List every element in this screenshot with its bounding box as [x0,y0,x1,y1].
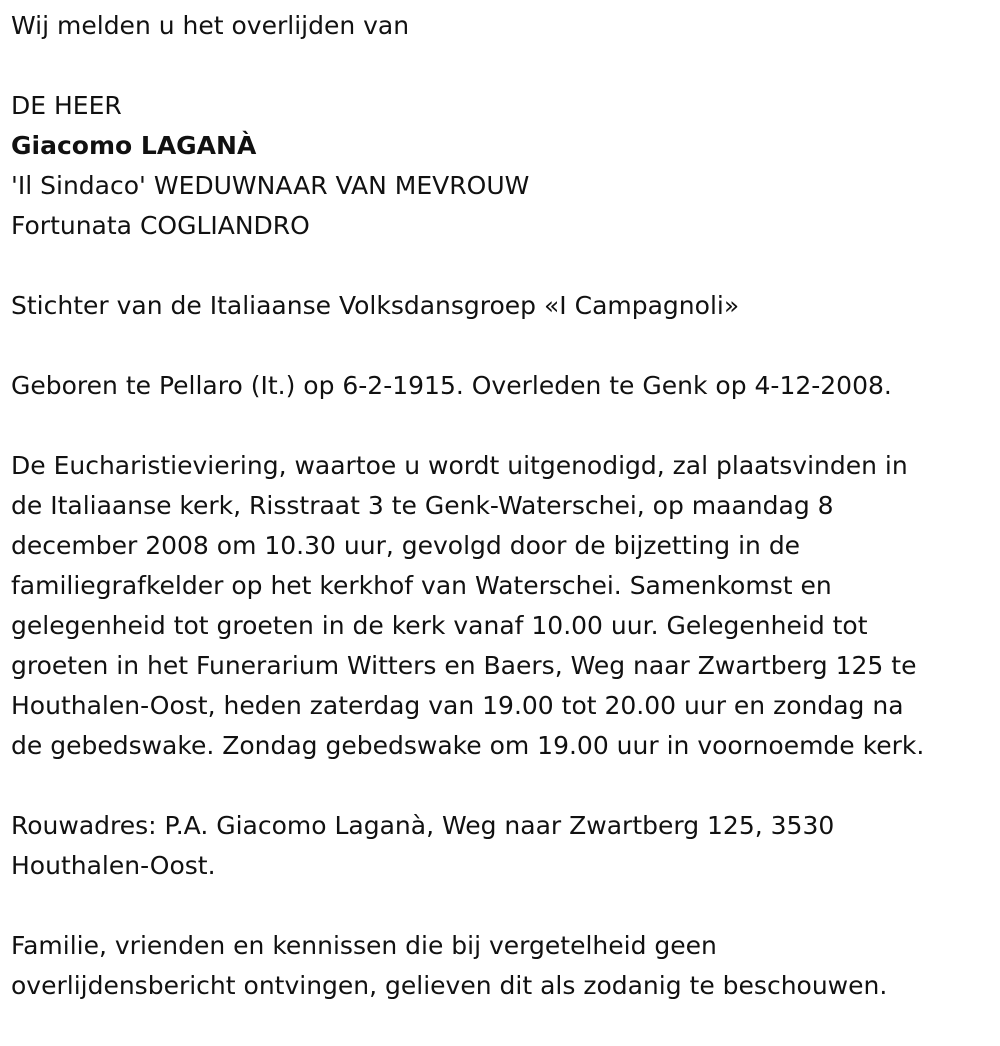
ceremony-line: De Eucharistieviering, waartoe u wordt uitgenodigd, zal plaatsvinden in [11,451,908,480]
ceremony-line: familiegrafkelder op het kerkhof van Waterschei. Samenkomst en [11,571,832,600]
spacer [11,406,991,446]
spacer [11,46,991,86]
birth-death-text: Geboren te Pellaro (It.) op 6-2-1915. Overleden te Genk op 4-12-2008. [11,371,892,400]
ceremony-line: december 2008 om 10.30 uur, gevolgd door de bijzetting in de [11,531,801,560]
obituary-notice [11,6,991,1006]
spacer [11,246,991,286]
ceremony-line: de gebedswake. Zondag gebedswake om 19.00 uur in voornoemde kerk. [11,731,925,760]
intro-text: Wij melden u het overlijden van [11,11,410,40]
ceremony-line: gelegenheid tot groeten in de kerk vanaf 10.00 uur. Gelegenheid tot [11,611,868,640]
nickname-widower-line: 'Il Sindaco' WEDUWNAAR VAN MEVROUW [11,171,530,200]
address-line: Houthalen-Oost. [11,851,216,880]
title-prefix: DE HEER [11,91,122,120]
ceremony-line: de Italiaanse kerk, Risstraat 3 te Genk-Waterschei, op maandag 8 [11,491,834,520]
spacer [11,326,991,366]
ceremony-line: Houthalen-Oost, heden zaterdag van 19.00 tot 20.00 uur en zondag na [11,691,904,720]
spouse-name: Fortunata COGLIANDRO [11,211,310,240]
deceased-name: Giacomo LAGANÀ [11,131,257,160]
spacer [11,886,991,926]
address-line: Rouwadres: P.A. Giacomo Laganà, Weg naar Zwartberg 125, 3530 [11,811,835,840]
closing-line: Familie, vrienden en kennissen die bij vergetelheid geen [11,931,717,960]
spacer [11,766,991,806]
ceremony-paragraph [11,446,991,766]
address-paragraph [11,806,991,886]
ceremony-line: groeten in het Funerarium Witters en Baers, Weg naar Zwartberg 125 te [11,651,917,680]
closing-line: overlijdensbericht ontvingen, gelieven dit als zodanig te beschouwen. [11,971,888,1000]
founder-text: Stichter van de Italiaanse Volksdansgroep «I Campagnoli» [11,291,740,320]
closing-paragraph [11,926,991,1006]
